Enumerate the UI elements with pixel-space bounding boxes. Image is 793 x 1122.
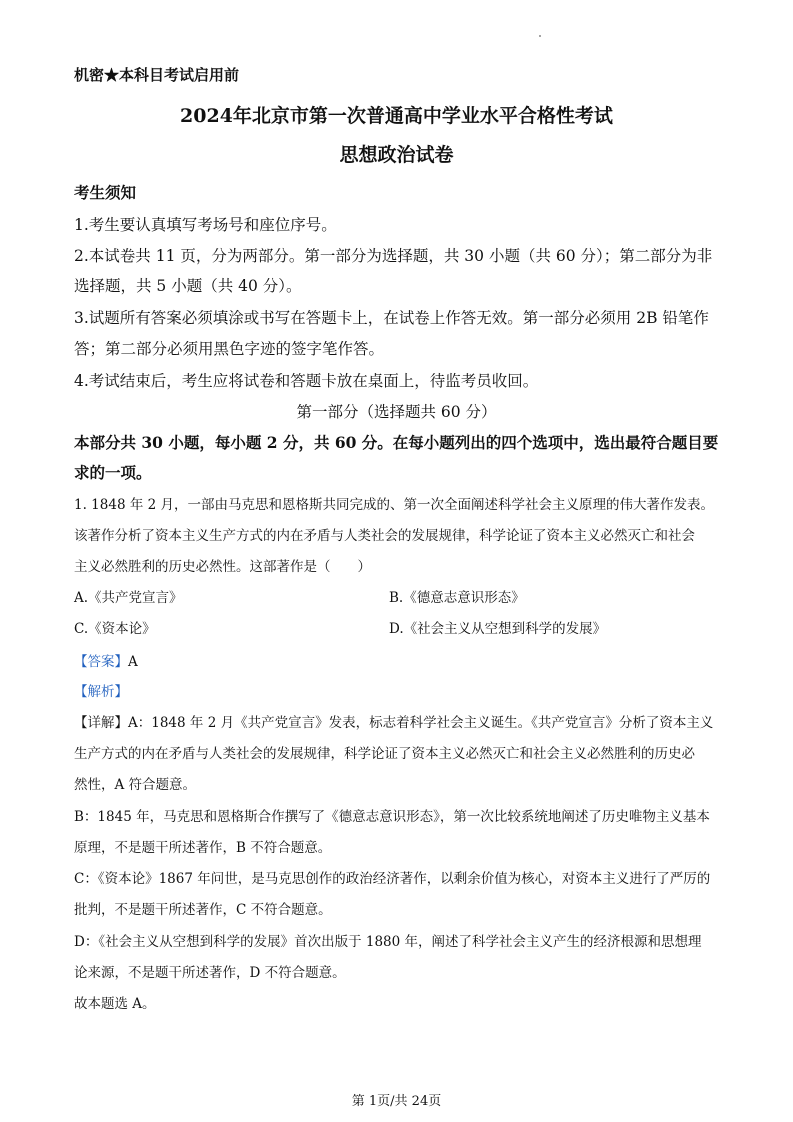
detail-tag: 【详解】 — [74, 715, 128, 731]
notice-item-4: 4.考试结束后，考生应将试卷和答题卡放在桌面上，待监考员收回。 — [74, 372, 539, 390]
option-a: A.《共产党宣言》 — [74, 590, 183, 606]
notice-item-2-line-1: 2.本试卷共 11 页，分为两部分。第一部分为选择题，共 30 小题（共 60 分）；第二部分为非 — [74, 247, 713, 265]
exam-title: 2024年北京市第一次普通高中学业水平合格性考试 — [180, 105, 613, 127]
part1-heading: 第一部分（选择题共 60 分） — [296, 403, 497, 421]
detail-a-line-1 — [74, 711, 713, 731]
conclusion: 故本题选 A。 — [74, 996, 156, 1012]
detail-d-line-2: 论来源，不是题干所述著作，D 不符合题意。 — [74, 965, 346, 981]
question-1-stem-line-2: 该著作分析了资本主义生产方式的内在矛盾与人类社会的发展规律，科学论证了资本主义必然灭亡和社会 — [74, 528, 695, 544]
detail-c-line-2: 批判，不是题干所述著作，C 不符合题意。 — [74, 902, 332, 918]
secret-label: 机密★本科目考试启用前 — [74, 66, 240, 84]
notice-item-3-line-1: 3.试题所有答案必须填涂或书写在答题卡上，在试卷上作答无效。第一部分必须用 2B 铅笔作 — [74, 309, 709, 327]
option-c: C.《资本论》 — [74, 621, 156, 637]
notice-heading: 考生须知 — [74, 183, 137, 202]
analysis-tag: 【解析】 — [74, 684, 128, 700]
question-1-stem-line-3: 主义必然胜利的历史必然性。这部著作是（ ） — [74, 559, 371, 575]
question-1-stem-line-1: 1. 1848 年 2 月，一部由马克思和恩格斯共同完成的、第一次全面阐述科学社会主义原理的伟大著作发表。 — [74, 497, 714, 513]
detail-c-line-1: C：《资本论》1867 年问世，是马克思创作的政治经济著作，以剩余价值为核心，对资本主义进行了严厉的 — [74, 871, 711, 887]
notice-item-1: 1.考生要认真填写考场号和座位序号。 — [74, 216, 337, 234]
answer-tag: 【答案】 — [74, 654, 128, 670]
detail-b-line-1: B：1845 年，马克思和恩格斯合作撰写了《德意志意识形态》，第一次比较系统地阐述了历史唯物主义基本 — [74, 809, 710, 825]
detail-b-line-2: 原理，不是题干所述著作，B 不符合题意。 — [74, 840, 332, 856]
part1-intro-line-1: 本部分共 30 小题，每小题 2 分，共 60 分。在每小题列出的四个选项中，选出最符合题目要 — [74, 433, 719, 452]
detail-a-line-3: 然性，A 符合题意。 — [74, 777, 197, 793]
notice-item-3-line-2: 答；第二部分必须用黑色字迹的签字笔作答。 — [74, 340, 385, 358]
exam-subtitle: 思想政治试卷 — [339, 144, 454, 166]
option-b: B.《德意志意识形态》 — [389, 590, 525, 606]
notice-item-2-line-2: 选择题，共 5 小题（共 40 分）。 — [74, 277, 302, 295]
detail-a-text: A：1848 年 2 月《共产党宣言》发表，标志着科学社会主义诞生。《共产党宣言》分析了资本主义 — [128, 715, 714, 731]
page-number: 第 1页/共 24页 — [351, 1094, 442, 1109]
detail-d-line-1: D：《社会主义从空想到科学的发展》首次出版于 1880 年，阐述了科学社会主义产生的经济根源和思想理 — [74, 934, 702, 950]
detail-a-line-2: 生产方式的内在矛盾与人类社会的发展规律，科学论证了资本主义必然灭亡和社会主义必然胜利的历史必 — [74, 746, 695, 762]
scan-dot — [539, 35, 541, 37]
option-d: D.《社会主义从空想到科学的发展》 — [389, 621, 607, 637]
answer-value: A — [128, 654, 138, 670]
part1-intro-line-2: 求的一项。 — [74, 463, 152, 482]
answer-line — [74, 650, 138, 670]
